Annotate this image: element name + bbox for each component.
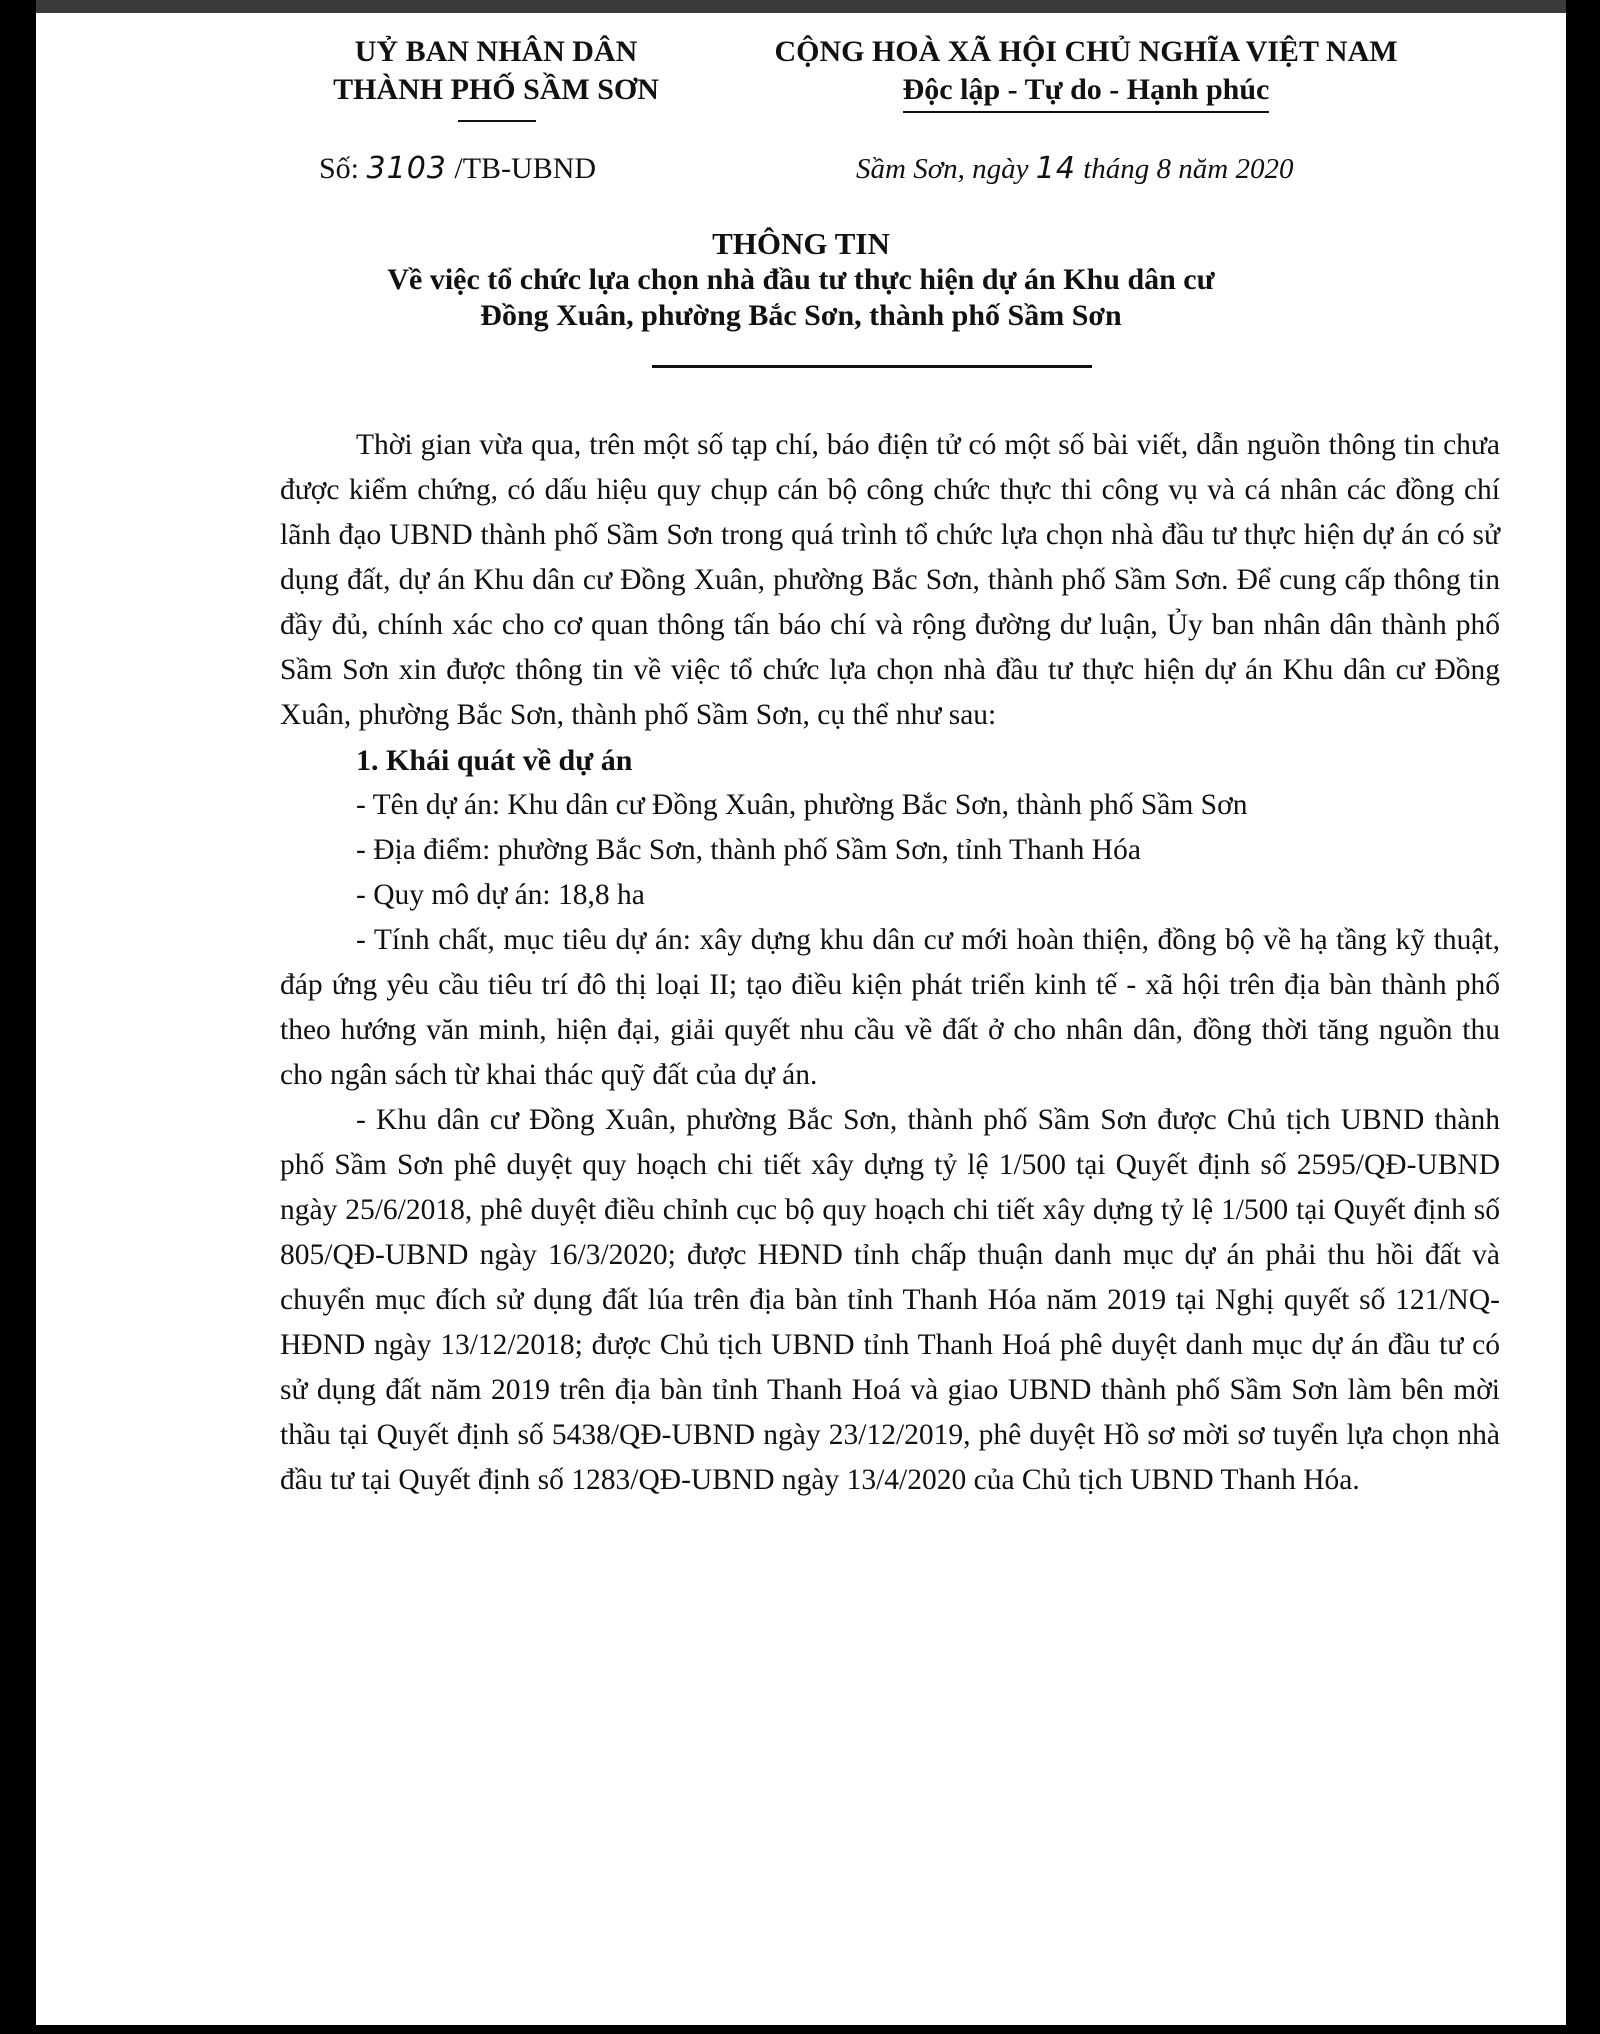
viewer-top-bar	[36, 0, 1566, 13]
project-scale-item: - Quy mô dự án: 18,8 ha	[356, 879, 645, 911]
date-month: 8	[1156, 153, 1172, 185]
date-day-handwritten: 14	[1035, 151, 1076, 186]
project-name-item: - Tên dự án: Khu dân cư Đồng Xuân, phường Bắc Sơn, thành phố Sầm Sơn	[356, 789, 1248, 821]
title-main: THÔNG TIN	[712, 226, 890, 261]
document-page	[36, 13, 1566, 2025]
authority-divider	[458, 120, 536, 122]
national-header	[716, 33, 1456, 113]
date-year: năm 2020	[1171, 153, 1294, 185]
date-month-label: tháng	[1075, 153, 1157, 185]
doc-number-handwritten: 3103	[366, 151, 447, 186]
national-title: CỘNG HOÀ XÃ HỘI CHỦ NGHĨA VIỆT NAM	[774, 35, 1398, 68]
document-title	[236, 226, 1366, 334]
intro-paragraph: Thời gian vừa qua, trên một số tạp chí, báo điện tử có một số bài viết, dẫn nguồn thông tin chưa được kiểm chứng, có dấu hiệu quy chụp cán bộ công chức thực thi công vụ và cá nhân các đồng chí lãnh đạo UBND thành phố Sầm Sơn trong quá trình tổ chức lựa chọn nhà đầu tư thực hiện dự án có sử dụng đất, dự án Khu dân cư Đồng Xuân, phường Bắc Sơn, thành phố Sầm Sơn. Để cung cấp thông tin đầy đủ, chính xác cho cơ quan thông tấn báo chí và rộng đường dư luận, Ủy ban nhân dân thành phố Sầm Sơn xin được thông tin về việc tổ chức lựa chọn nhà đầu tư thực hiện dự án Khu dân cư Đồng Xuân, phường Bắc Sơn, thành phố Sầm Sơn, cụ thể như sau:	[280, 429, 1500, 731]
title-divider	[652, 365, 1092, 368]
document-number	[319, 149, 596, 189]
document-body	[280, 423, 1500, 1503]
section-1-heading: 1. Khái quát về dự án	[356, 744, 633, 777]
doc-number-suffix: /TB-UBND	[446, 152, 597, 185]
project-approval-paragraph: - Khu dân cư Đồng Xuân, phường Bắc Sơn, thành phố Sầm Sơn được Chủ tịch UBND thành phố Sầm Sơn phê duyệt quy hoạch chi tiết xây dựng tỷ lệ 1/500 tại Quyết định số 2595/QĐ-UBND ngày 25/6/2018, phê duyệt điều chỉnh cục bộ quy hoạch chi tiết xây dựng tỷ lệ 1/500 tại Quyết định số 805/QĐ-UBND ngày 16/3/2020; được HĐND tỉnh chấp thuận danh mục dự án phải thu hồi đất và chuyển mục đích sử dụng đất lúa trên địa bàn tỉnh Thanh Hóa năm 2019 tại Nghị quyết số 121/NQ-HĐND ngày 13/12/2018; được Chủ tịch UBND tỉnh Thanh Hoá phê duyệt danh mục dự án đầu tư có sử dụng đất năm 2019 trên địa bàn tỉnh Thanh Hoá và giao UBND thành phố Sầm Sơn làm bên mời thầu tại Quyết định số 5438/QĐ-UBND ngày 23/12/2019, phê duyệt Hồ sơ mời sơ tuyển lựa chọn nhà đầu tư tại Quyết định số 1283/QĐ-UBND ngày 13/4/2020 của Chủ tịch UBND Thanh Hóa.	[280, 1104, 1500, 1496]
project-location-item: - Địa điểm: phường Bắc Sơn, thành phố Sầm Sơn, tỉnh Thanh Hóa	[356, 834, 1141, 866]
date-line	[856, 149, 1294, 189]
doc-number-prefix: Số:	[319, 152, 367, 185]
project-nature-paragraph: - Tính chất, mục tiêu dự án: xây dựng khu dân cư mới hoàn thiện, đồng bộ về hạ tầng kỹ thuật, đáp ứng yêu cầu tiêu trí đô thị loại II; tạo điều kiện phát triển kinh tế - xã hội trên địa bàn thành phố theo hướng văn minh, hiện đại, giải quyết nhu cầu về đất ở cho nhân dân, đồng thời tăng nguồn thu cho ngân sách từ khai thác quỹ đất của dự án.	[280, 924, 1500, 1091]
title-subject-line-2: Đồng Xuân, phường Bắc Sơn, thành phố Sầm Sơn	[480, 299, 1122, 332]
date-place: Sầm Sơn, ngày	[856, 153, 1036, 185]
title-subject-line-1: Về việc tổ chức lựa chọn nhà đầu tư thực hiện dự án Khu dân cư	[387, 263, 1215, 296]
issuing-authority	[286, 33, 706, 109]
national-motto: Độc lập - Tự do - Hạnh phúc	[903, 71, 1270, 113]
authority-line-2: THÀNH PHỐ SẦM SƠN	[333, 73, 659, 106]
authority-line-1: UỶ BAN NHÂN DÂN	[354, 35, 638, 68]
